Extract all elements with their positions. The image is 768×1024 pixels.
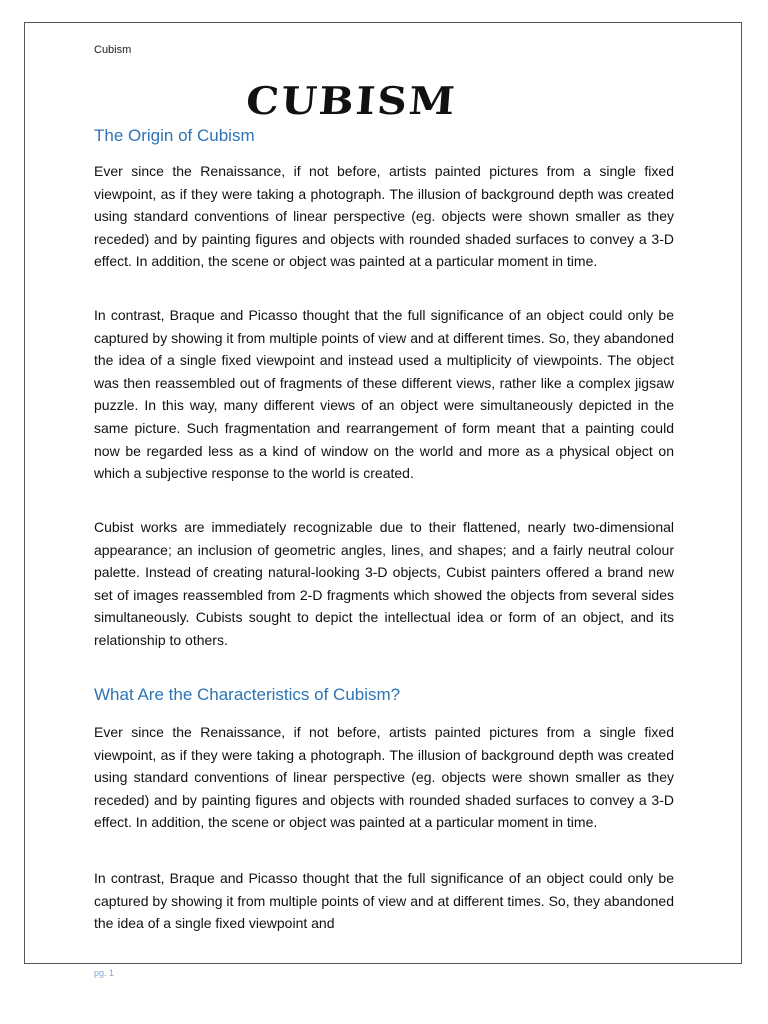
section-heading-characteristics: What Are the Characteristics of Cubism? [94,685,401,704]
page-title: CUBISM [244,78,459,123]
paragraph: Ever since the Renaissance, if not before, artists painted pictures from a single fixed viewpoint, as if they were taking a photograph. The illusion of background depth was created using standard conventions of linear perspective (eg. objects were shown smaller as they receded) and by painting figures and objects with rounded shaded surfaces to convey a 3-D effect. In addition, the scene or object was painted at a particular moment in time. [94,724,674,831]
page-number: pg. 1 [94,968,115,978]
paragraph: In contrast, Braque and Picasso thought that the full significance of an object could only be captured by showing it from multiple points of view and at different times. So, they abandoned the idea of a single fixed viewpoint and instead used a multiplicity of viewpoints. The object was then reassembled out of fragments of these different views, rather like a complex jigsaw puzzle. In this way, many different views of an object were simultaneously depicted in the same picture. Such fragmentation and rearrangement of form meant that a painting could now be regarded less as a kind of window on the world and more as a physical object on which a subjective response to the world is created. [94,307,674,482]
paragraph: In contrast, Braque and Picasso thought that the full significance of an object could only be captured by showing it from multiple points of view and at different times. So, they abandoned the idea of a single fixed viewpoint and [94,870,674,932]
paragraph: Ever since the Renaissance, if not before, artists painted pictures from a single fixed viewpoint, as if they were taking a photograph. The illusion of background depth was created using standard conventions of linear perspective (eg. objects were shown smaller as they receded) and by painting figures and objects with rounded shaded surfaces to convey a 3-D effect. In addition, the scene or object was painted at a particular moment in time. [94,163,674,270]
paragraph: Cubist works are immediately recognizable due to their flattened, nearly two-dimensional appearance; an inclusion of geometric angles, lines, and shapes; and a fairly neutral colour palette. Instead of creating natural-looking 3-D objects, Cubist painters offered a brand new set of images reassembled from 2-D fragments which showed the objects from several sides simultaneously. Cubists sought to depict the intellectual idea or form of an object, and its relationship to others. [94,519,674,648]
running-header: Cubism [94,44,132,56]
section-heading-origin: The Origin of Cubism [94,126,255,145]
